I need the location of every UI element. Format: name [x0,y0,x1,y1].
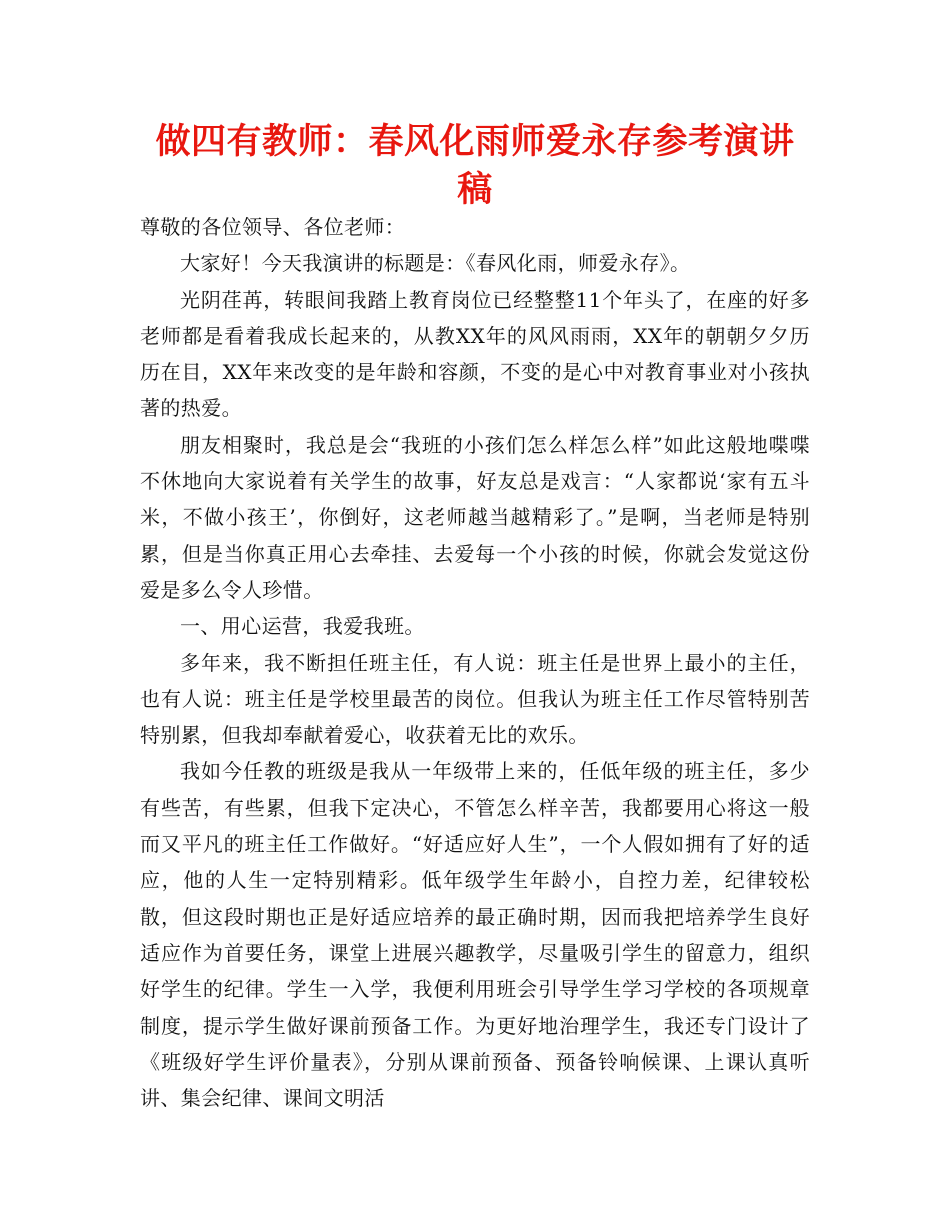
document-body [140,209,810,1116]
paragraph: 光阴荏苒，转眼间我踏上教育岗位已经整整11个年头了，在座的好多老师都是看着我成长起来的，从教XX年的风风雨雨，XX年的朝朝夕夕历历在目，XX年来改变的是年龄和容颜，不变的是心中对教育事业对小孩执著的热爱。 [140,287,810,421]
salutation: 尊敬的各位领导、各位老师： [140,215,406,239]
paragraph: 我如今任教的班级是我从一年级带上来的，任低年级的班主任，多少有些苦，有些累，但我下定决心，不管怎么样辛苦，我都要用心将这一般而又平凡的班主任工作做好。“好适应好人生”，一个人假如拥有了好的适应，他的人生一定特别精彩。低年级学生年龄小，自控力差，纪律较松散，但这段时期也正是好适应培养的最正确时期，因而我把培养学生良好适应作为首要任务，课堂上进展兴趣教学，尽量吸引学生的留意力，组织好学生的纪律。学生一入学，我便利用班会引导学生学习学校的各项规章制度，提示学生做好课前预备工作。为更好地治理学生，我还专门设计了《班级好学生评价量表》，分别从课前预备、预备铃响候课、上课认真听讲、集会纪律、课间文明活 [140,759,810,1111]
paragraph: 朋友相聚时，我总是会“我班的小孩们怎么样怎么样”如此这般地喋喋不休地向大家说着有关学生的故事，好友总是戏言：“人家都说‘家有五斗米，不做小孩王’，你倒好，这老师越当越精彩了。”是啊，当老师是特别累，但是当你真正用心去牵挂、去爱每一个小孩的时候，你就会发觉这份爱是多么令人珍惜。 [140,432,810,602]
paragraph: 多年来，我不断担任班主任，有人说：班主任是世界上最小的主任，也有人说：班主任是学校里最苦的岗位。但我认为班主任工作尽管特别苦特别累，但我却奉献着爱心，收获着无比的欢乐。 [140,650,810,748]
document-title: 做四有教师：春风化雨师爱永存参考演讲稿 [155,122,795,210]
paragraph: 大家好！今天我演讲的标题是：《春风化雨，师爱永存》。 [180,251,691,276]
section-heading: 一、用心运营，我爱我班。 [180,614,425,639]
